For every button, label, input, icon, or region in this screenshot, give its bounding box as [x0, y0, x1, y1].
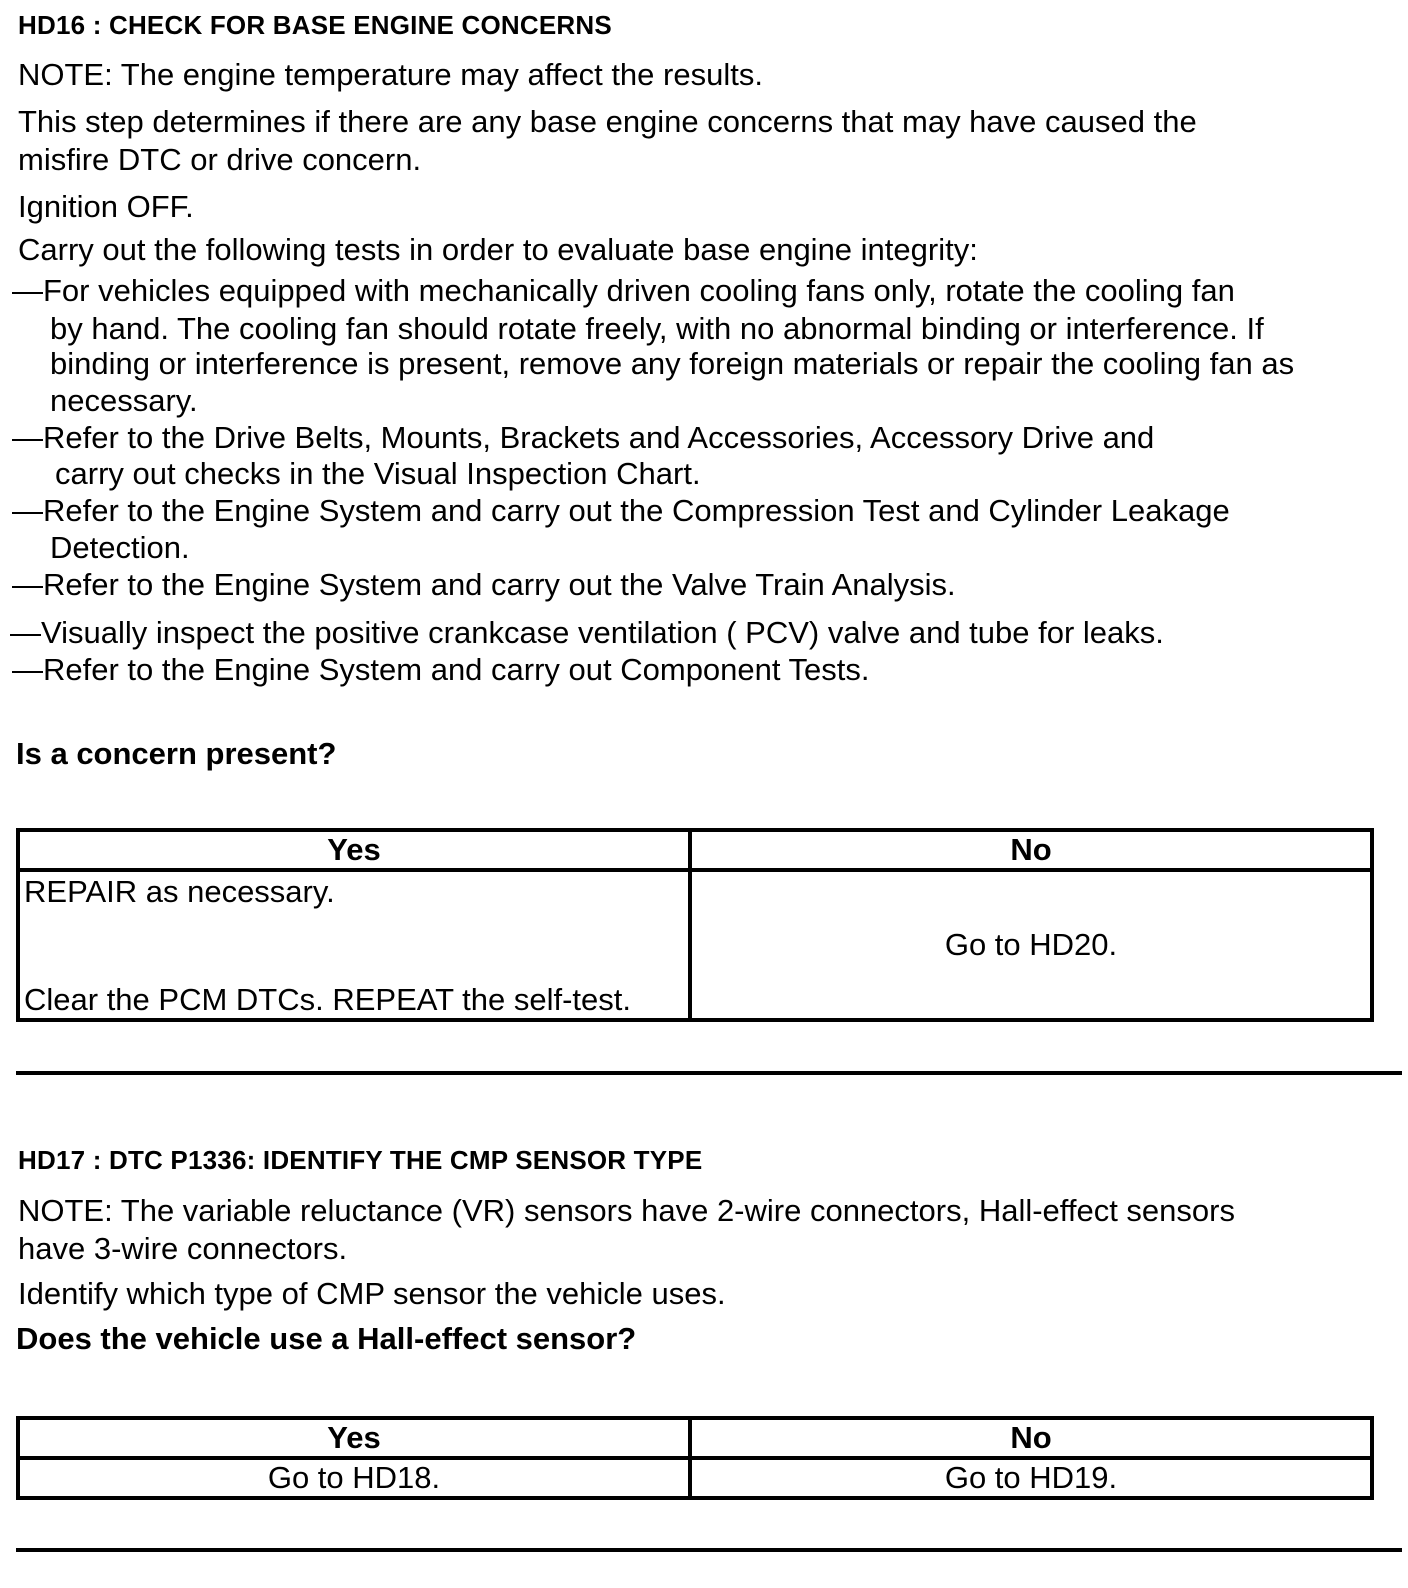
hd16-intro-line2: misfire DTC or drive concern.	[18, 142, 422, 177]
no-cell: Go to HD19.	[690, 1458, 1372, 1498]
hd17-note-line2: have 3-wire connectors.	[18, 1231, 348, 1266]
yes-action-repair: REPAIR as necessary.	[24, 874, 335, 909]
hd16-ignition: Ignition OFF.	[18, 189, 194, 224]
test-item-line: Detection.	[50, 530, 190, 565]
hd17-note-line1: NOTE: The variable reluctance (VR) sensors have 2-wire connectors, Hall-effect sensors	[18, 1193, 1235, 1228]
test-item-line: binding or interference is present, remove any foreign materials or repair the cooling fan as	[50, 346, 1295, 381]
no-cell: Go to HD20.	[690, 870, 1372, 1020]
yes-column-header: Yes	[18, 1418, 690, 1458]
yes-column-header: Yes	[18, 830, 690, 870]
test-item-line: by hand. The cooling fan should rotate freely, with no abnormal binding or interference. If	[50, 311, 1264, 346]
test-item-line: —Refer to the Drive Belts, Mounts, Brackets and Accessories, Accessory Drive and	[12, 420, 1155, 455]
hd17-identify: Identify which type of CMP sensor the vehicle uses.	[18, 1276, 726, 1311]
yes-cell	[18, 870, 690, 1020]
test-item-line: —Visually inspect the positive crankcase ventilation ( PCV) valve and tube for leaks.	[10, 615, 1164, 650]
test-item-line: necessary.	[50, 383, 198, 418]
test-item-line: —Refer to the Engine System and carry out Component Tests.	[12, 652, 870, 687]
hd17-question: Does the vehicle use a Hall-effect sensor?	[16, 1321, 637, 1356]
no-column-header: No	[690, 830, 1372, 870]
test-item-line: —Refer to the Engine System and carry out the Valve Train Analysis.	[12, 567, 956, 602]
yes-action-clear-dtcs: Clear the PCM DTCs. REPEAT the self-test.	[24, 982, 631, 1017]
hd17-heading: HD17 : DTC P1336: IDENTIFY THE CMP SENSOR TYPE	[18, 1145, 703, 1175]
test-item-line: carry out checks in the Visual Inspection Chart.	[55, 456, 701, 491]
no-column-header: No	[690, 1418, 1372, 1458]
test-item-line: —Refer to the Engine System and carry out the Compression Test and Cylinder Leakage	[12, 493, 1230, 528]
section-divider	[16, 1548, 1402, 1552]
hd16-note: NOTE: The engine temperature may affect the results.	[18, 57, 763, 92]
hd16-intro-line1: This step determines if there are any base engine concerns that may have caused the	[18, 104, 1197, 139]
hd16-carry-out: Carry out the following tests in order to evaluate base engine integrity:	[18, 232, 978, 267]
hd16-decision-table	[16, 828, 1374, 1022]
hd17-decision-table	[16, 1416, 1374, 1500]
test-item-line: —For vehicles equipped with mechanically driven cooling fans only, rotate the cooling fan	[12, 273, 1235, 308]
hd16-question: Is a concern present?	[16, 736, 337, 771]
yes-cell: Go to HD18.	[18, 1458, 690, 1498]
section-divider	[16, 1071, 1402, 1075]
hd16-heading: HD16 : CHECK FOR BASE ENGINE CONCERNS	[18, 10, 612, 40]
